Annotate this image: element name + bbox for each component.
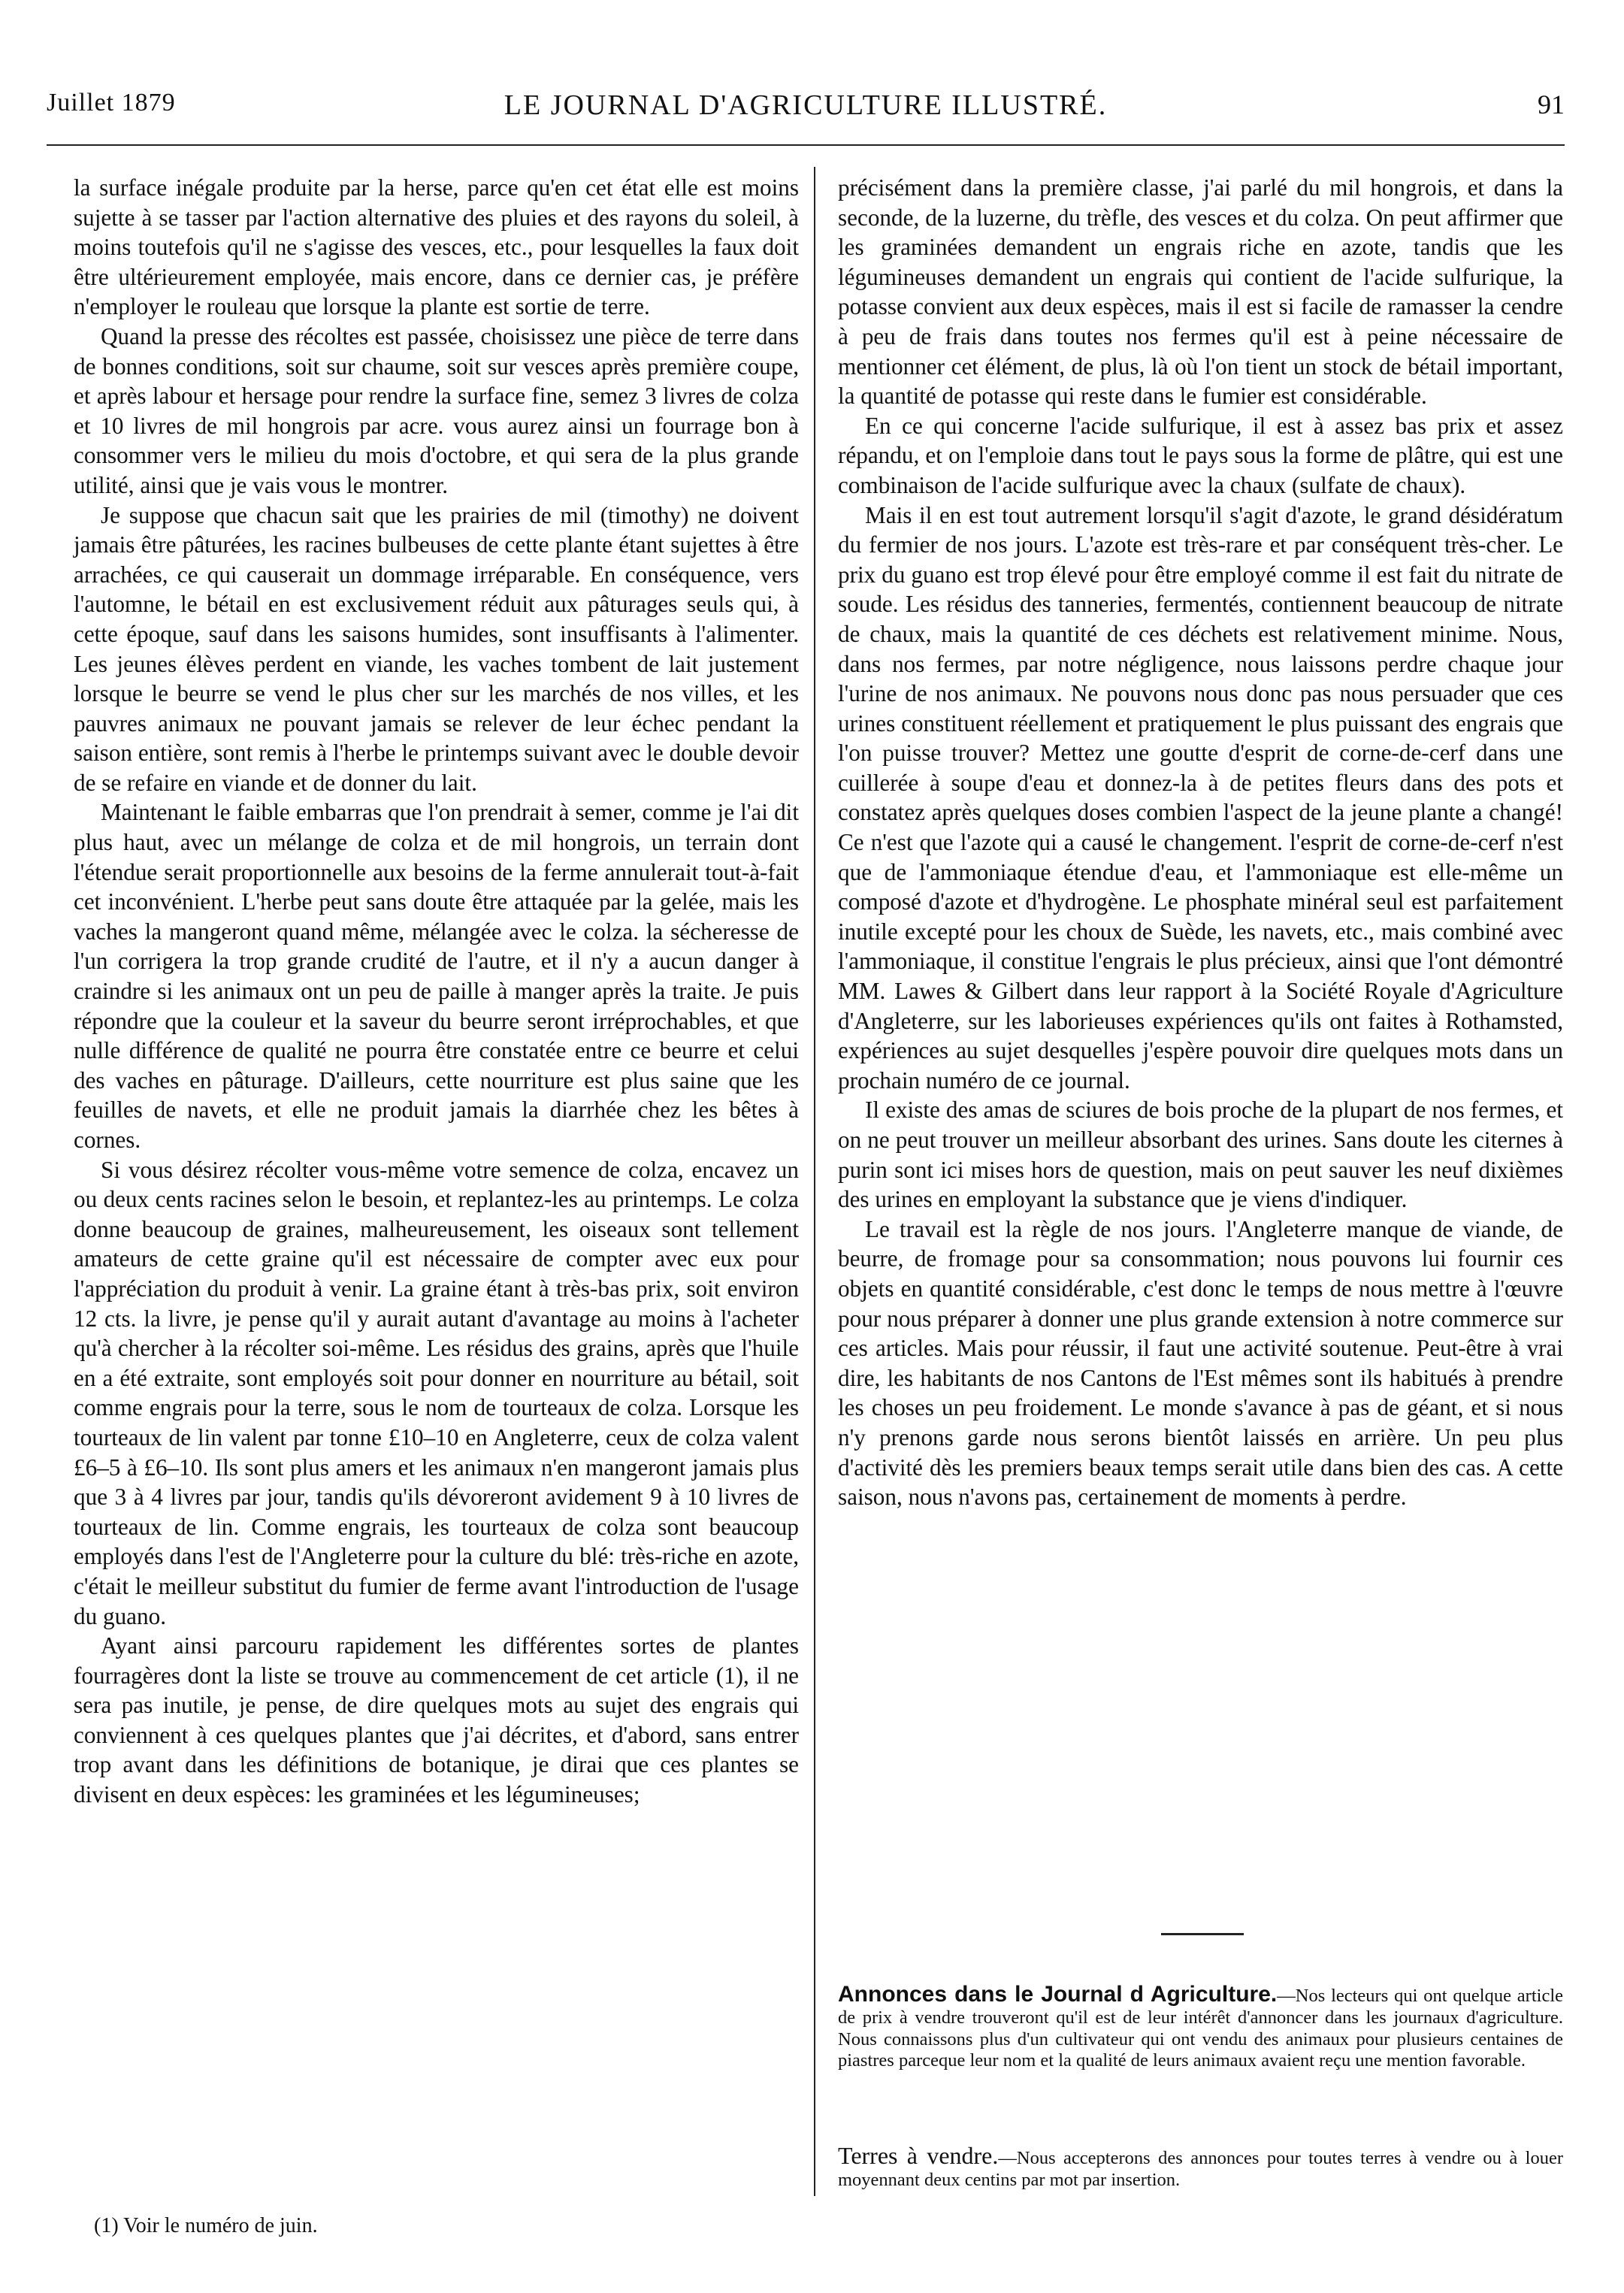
- journal-title: LE JOURNAL D'AGRICULTURE ILLUSTRÉ.: [504, 89, 1108, 121]
- paragraph: Il existe des amas de sciures de bois proche de la plupart de nos fermes, et on ne peut trouver un meilleur absorbant des urines. Sans doute les citernes à purin sont ici mises hors de question, mais on peut sauver les neuf dixièmes des urines en employant la substance que je viens d'indiquer.: [838, 1097, 1563, 1213]
- paragraph: la surface inégale produite par la herse, parce qu'en cet état elle est moins sujette à se tasser par l'action alternative des pluies et des rayons du soleil, à moins toutefois qu'il ne s'agisse des vesces, etc., pour lesquelles la faux doit être ultérieurement employée, mais encore, dans ce dernier cas, je préfère n'employer le rouleau que lorsque la plante est sortie de terre.: [74, 174, 799, 320]
- paragraph: Quand la presse des récoltes est passée, choisissez une pièce de terre dans de bonnes conditions, soit sur chaume, soit sur vesces après première coupe, et après labour et hersage pour rendre la surface fine, semez 3 livres de colza et 10 livres de mil hongrois par acre. vous aurez ainsi un fourrage bon à consommer vers le milieu du mois d'octobre, et qui sera de la plus grande utilité, ainsi que je vais vous le montrer.: [74, 322, 799, 498]
- announcement-heading: Annonces dans le Journal d Agriculture.: [838, 1982, 1278, 2007]
- announcement-heading: Terres à vendre.: [838, 2142, 999, 2169]
- paragraph: Je suppose que chacun sait que les prairies de mil (timothy) ne doivent jamais être pâturées, les racines bulbeuses de cette plante étant sujettes à être arrachées, ce qui causerait un dommage irréparable. En conséquence, vers l'automne, le bétail en est exclusivement réduit aux pâturages seuls qui, à cette époque, sauf dans les saisons humides, sont insuffisants à l'alimenter. Les jeunes élèves perdent en viande, les vaches tombent de lait justement lorsque le beurre se vend le plus cher sur les marchés de nos villes, et les pauvres animaux ne pouvant jamais se relever de leur échec pendant la saison entière, sont remis à l'herbe le printemps suivant avec le double devoir de se refaire en viande et de donner du lait.: [74, 501, 799, 796]
- paragraph: Mais il en est tout autrement lorsqu'il s'agit d'azote, le grand désidératum du fermier de nos jours. L'azote est très-rare et par conséquent très-cher. Le prix du guano est trop élevé pour être employé comme il est fait du nitrate de soude. Les résidus des tanneries, fermentés, contiennent beaucoup de nitrate de chaux, mais la quantité de ces déchets est relativement minime. Nous, dans nos fermes, par notre négligence, nous laissons perdre chaque jour l'urine de nos animaux. Ne pouvons nous donc pas nous persuader que ces urines constituent réellement et pratiquement le plus puissant des engrais que l'on puisse trouver? Mettez une goutte d'esprit de corne-de-cerf dans une cuillerée à soupe d'eau et donnez-la à de petites fleurs dans des pots et constatez après quelques doses combien l'aspect de la jeune plante a changé! Ce n'est que l'azote qui a causé le changement. l'esprit de corne-de-cerf n'est que de l'ammoniaque étendue d'eau, et l'ammoniaque est elle-même un composé d'azote et d'hydrogène. Le phosphate minéral seul est parfaitement inutile excepté pour les choux de Suède, les navets, etc., mais combiné avec l'ammoniaque, il constitue l'engrais le plus précieux, ainsi que l'ont démontré MM. Lawes & Gilbert dans leur rapport à la Société Royale d'Agriculture d'Angleterre, sur les laborieuses expériences qu'ils ont faites à Rothamsted, expériences au sujet desquelles j'espère pouvoir dire quelques mots dans un prochain numéro de ce journal.: [838, 501, 1563, 1094]
- footnote: (1) Voir le numéro de juin.: [94, 2214, 318, 2237]
- paragraph: Maintenant le faible embarras que l'on prendrait à semer, comme je l'ai dit plus haut, avec un mélange de colza et de mil hongrois, un terrain dont l'étendue serait proportionnelle aux besoins de la ferme annulerait tout-à-fait cet inconvénient. L'herbe peut sans doute être attaquée par la gelée, mais les vaches la mangeront quand même, mélangée avec le colza. la sécheresse de l'un corrigera la trop grande crudité de l'autre, et il n'y a aucun danger à craindre si les animaux ont un peu de paille à manger après la traite. Je puis répondre que la couleur et la saveur du beurre seront irréprochables, et que nulle différence de qualité ne pourra être constatée entre ce beurre et celui des vaches en pâturage. D'ailleurs, cette nourriture est plus saine que les feuilles de navets, et elle ne produit jamais la diarrhée chez les bêtes à cornes.: [74, 799, 799, 1153]
- announcement-ads: [838, 1984, 1563, 2072]
- announcement-text: —Nos lecteurs qui ont quelque article de prix à vendre trouveront qu'il est de leur intérêt d'annoncer dans les journaux d'agriculture. Nous connaissons plus d'un cultivateur qui ont vendu des animaux pour plusieurs centaines de piastres parceque leur nom et la qualité de leurs animaux avaient reçu une mention favorable.: [838, 1986, 1563, 2071]
- left-column: [74, 173, 799, 1810]
- header-rule: [47, 144, 1565, 146]
- page-number: 91: [1538, 89, 1565, 119]
- paragraph: Si vous désirez récolter vous-même votre semence de colza, encavez un ou deux cents racines selon le besoin, et replantez-les au printemps. Le colza donne beaucoup de graines, malheureusement, les oiseaux sont tellement amateurs de cette graine qu'il est nécessaire de compter avec eux pour l'appréciation du produit à venir. La graine étant à très-bas prix, soit environ 12 cts. la livre, je pense qu'il y aurait autant d'avantage au moins à l'acheter qu'à chercher à la récolter soi-même. Les résidus des grains, après que l'huile en a été extraite, sont employés soit pour donner en nourriture au bétail, soit comme engrais pour la terre, sous le nom de tourteaux de colza. Lorsque les tourteaux de lin valent par tonne £10–10 en Angleterre, ceux de colza valent £6–5 à £6–10. Ils sont plus amers et les animaux n'en mangeront jamais plus que 3 à 4 livres par jour, tandis qu'ils dévoreront avidement 9 à 10 livres de tourteaux de lin. Comme engrais, les tourteaux de colza sont beaucoup employés dans l'est de l'Angleterre pour la culture du blé: très-riche en azote, c'était le meilleur substitut du fumier de ferme avant l'introduction de l'usage du guano.: [74, 1156, 799, 1629]
- column-divider: [814, 167, 815, 2196]
- right-column: [838, 173, 1563, 1512]
- announcement-text: —Nous accepterons des annonces pour toutes terres à vendre ou à louer moyennant deux centins par mot par insertion.: [838, 2148, 1564, 2190]
- section-separator: [1161, 1933, 1244, 1935]
- paragraph: Le travail est la règle de nos jours. l'Angleterre manque de viande, de beurre, de fromage pour sa consommation; nous pouvons lui fournir ces objets en quantité considérable, c'est donc le temps de nous mettre à l'œuvre pour nous préparer à donner une plus grande extension à notre commerce sur ces articles. Mais pour réussir, il faut une activité soutenue. Peut-être à vrai dire, les habitants de nos Cantons de l'Est mêmes sont ils habitués à prendre les choses un peu froidement. Le monde s'avance à pas de géant, et si nous n'y prenons garde nous serons bientôt laissés en arrière. Un peu plus d'activité dès les premiers beaux temps serait utile dans bien des cas. A cette saison, nous n'avons pas, certainement de moments à perdre.: [838, 1215, 1563, 1511]
- running-header: [47, 89, 1565, 134]
- paragraph: En ce qui concerne l'acide sulfurique, il est à assez bas prix et assez répandu, et on l'emploie dans tout le pays sous la forme de plâtre, qui est une combinaison de l'acide sulfurique avec la chaux (sulfate de chaux).: [838, 412, 1563, 498]
- paragraph: précisément dans la première classe, j'ai parlé du mil hongrois, et dans la seconde, de la luzerne, du trèfle, des vesces et du colza. On peut affirmer que les graminées demandent un engrais riche en azote, tandis que les légumineuses demandent un engrais qui contient de l'acide sulfurique, la potasse convient aux deux espèces, mais il est si facile de ramasser la cendre à peu de frais dans toutes nos fermes qu'il est à peine nécessaire de mentionner cet élément, de plus, là où l'on tient un stock de bétail important, la quantité de potasse qui reste dans le fumier est considérable.: [838, 174, 1563, 410]
- issue-date: Juillet 1879: [47, 89, 176, 116]
- announcement-land: [838, 2142, 1564, 2192]
- paragraph: Ayant ainsi parcouru rapidement les différentes sortes de plantes fourragères dont la liste se trouve au commencement de cet article (1), il ne sera pas inutile, je pense, de dire quelques mots au sujet des engrais qui conviennent à ces quelques plantes que j'ai décrites, et d'abord, sans entrer trop avant dans les définitions de botanique, je dirai que ces plantes se divisent en deux espèces: les graminées et les légumineuses;: [74, 1632, 799, 1808]
